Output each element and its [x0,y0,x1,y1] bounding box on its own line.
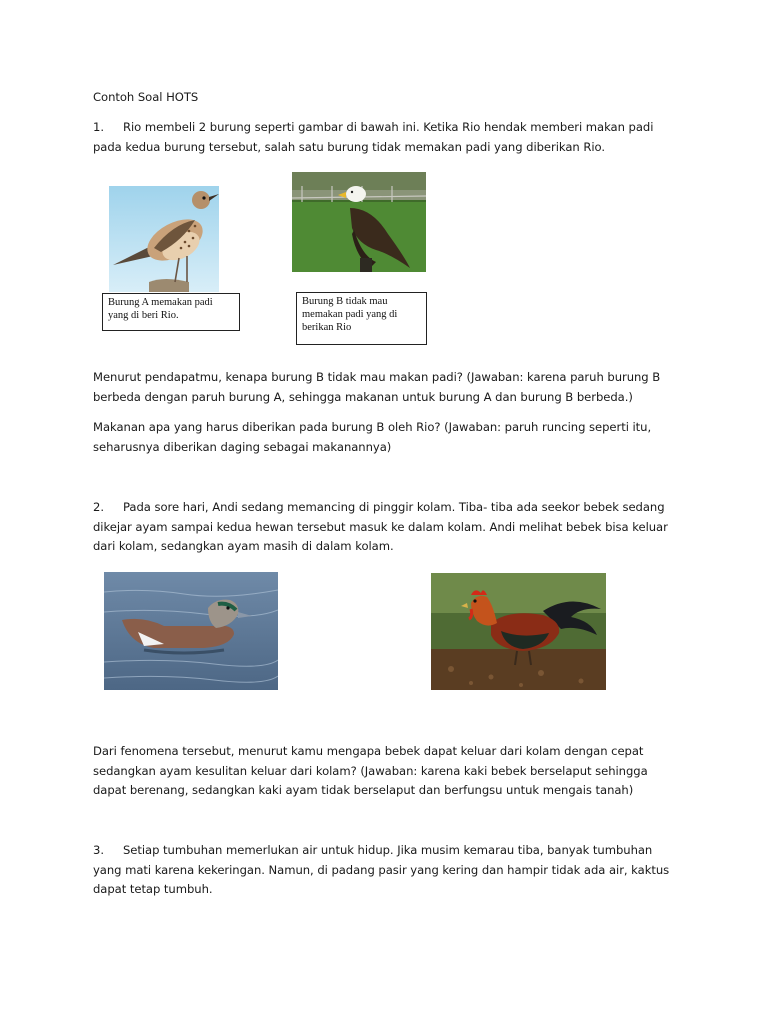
question-2 [93,498,683,557]
bird-b-photo [292,172,426,272]
question-number: 1. [93,120,104,134]
question-number: 3. [93,843,104,857]
question-text: Setiap tumbuhan memerlukan air untuk hidup. Jika musim kemarau tiba, banyak tumbuhan yang mati karena kekeringan. Namun, di padang pasir yang kering dan hampir tidak ada air, kaktus dapat tetap tumbuh. [93,843,670,896]
question-3 [93,841,683,900]
rooster-photo [431,573,606,690]
bird-a-photo [109,186,219,292]
question-text: Rio membeli 2 burung seperti gambar di bawah ini. Ketika Rio hendak memberi makan padi pada kedua burung tersebut, salah satu burung tidak memakan padi yang diberikan Rio. [93,120,654,154]
question-2-follow-up: Dari fenomena tersebut, menurut kamu mengapa bebek dapat keluar dari kolam dengan cepat sedangkan ayam kesulitan keluar dari kolam? (Jawaban: karena kaki bebek berselaput sehingga dapat berenang, sedangkan kaki ayam tidak berselaput dan berfungsu untuk mengais tanah) [93,744,648,797]
duck-photo [104,572,278,690]
question-text: Pada sore hari, Andi sedang memancing di pinggir kolam. Tiba- tiba ada seekor bebek sedang dikejar ayam sampai kedua hewan tersebut masuk ke dalam kolam. Andi melihat bebek bisa keluar dari kolam, sedangkan ayam masih di dalam kolam. [93,500,668,553]
question-1-follow-up-1: Menurut pendapatmu, kenapa burung B tidak mau makan padi? (Jawaban: karena paruh burung B berbeda dengan paruh burung A, sehingga makanan untuk burung A dan burung B berbeda.) [93,370,661,404]
question-1 [93,118,683,157]
document-title: Contoh Soal HOTS [93,90,199,104]
bird-b-caption: Burung B tidak mau memakan padi yang di berikan Rio [296,292,427,345]
question-number: 2. [93,500,104,514]
bird-a-caption: Burung A memakan padi yang di beri Rio. [102,293,240,331]
question-1-follow-up-2: Makanan apa yang harus diberikan pada burung B oleh Rio? (Jawaban: paruh runcing seperti itu, seharusnya diberikan daging sebagai makanannya) [93,420,652,454]
